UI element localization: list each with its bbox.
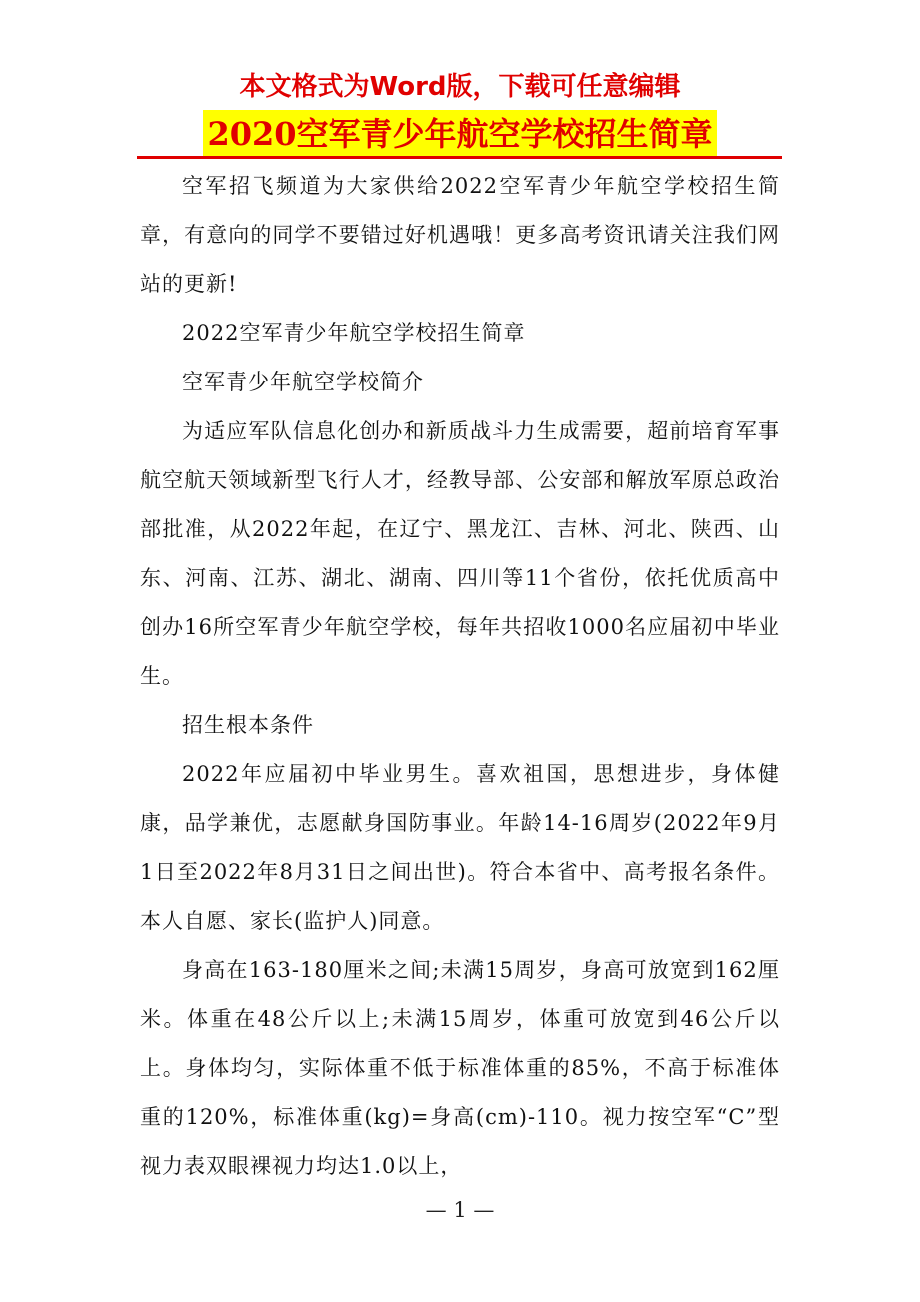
paragraph-heading-title: 2022空军青少年航空学校招生简章	[182, 321, 526, 345]
paragraph-heading-intro: 空军青少年航空学校简介	[182, 370, 424, 394]
format-notice: 本文格式为Word版，下载可任意编辑	[239, 72, 681, 102]
title-divider	[137, 156, 782, 159]
title-block	[0, 110, 920, 158]
paragraph-school-intro: 为适应军队信息化创办和新质战斗力生成需要，超前培育军事航空航天领域新型飞行人才，经教导部、公安部和解放军原总政治部批准，从2022年起，在辽宁、黑龙江、吉林、河北、陕西、山东、河南、江苏、湖北、湖南、四川等11个省份，依托优质高中创办16所空军青少年航空学校，每年共招收1000名应届初中毕业生。	[140, 419, 780, 688]
paragraph-physical-requirements: 身高在163-180厘米之间;未满15周岁，身高可放宽到162厘米。体重在48公斤以上;未满15周岁，体重可放宽到46公斤以上。身体均匀，实际体重不低于标准体重的85%，不高于标准体重的120%，标准体重(kg)=身高(cm)-110。视力按空军“C”型视力表双眼裸视力均达1.0以上，	[140, 958, 780, 1178]
paragraph-intro: 空军招飞频道为大家供给2022空军青少年航空学校招生简章，有意向的同学不要错过好机遇哦！更多高考资讯请关注我们网站的更新!	[140, 174, 780, 296]
page-number: — 1 —	[425, 1198, 495, 1222]
paragraph-basic-conditions: 2022年应届初中毕业男生。喜欢祖国，思想进步，身体健康，品学兼优，志愿献身国防事业。年龄14-16周岁(2022年9月1日至2022年8月31日之间出世)。符合本省中、高考报名条件。本人自愿、家长(监护人)同意。	[140, 762, 780, 933]
paragraph-heading-conditions: 招生根本条件	[182, 713, 314, 737]
document-title: 2020空军青少年航空学校招生简章	[203, 110, 716, 158]
document-body	[140, 162, 780, 1191]
